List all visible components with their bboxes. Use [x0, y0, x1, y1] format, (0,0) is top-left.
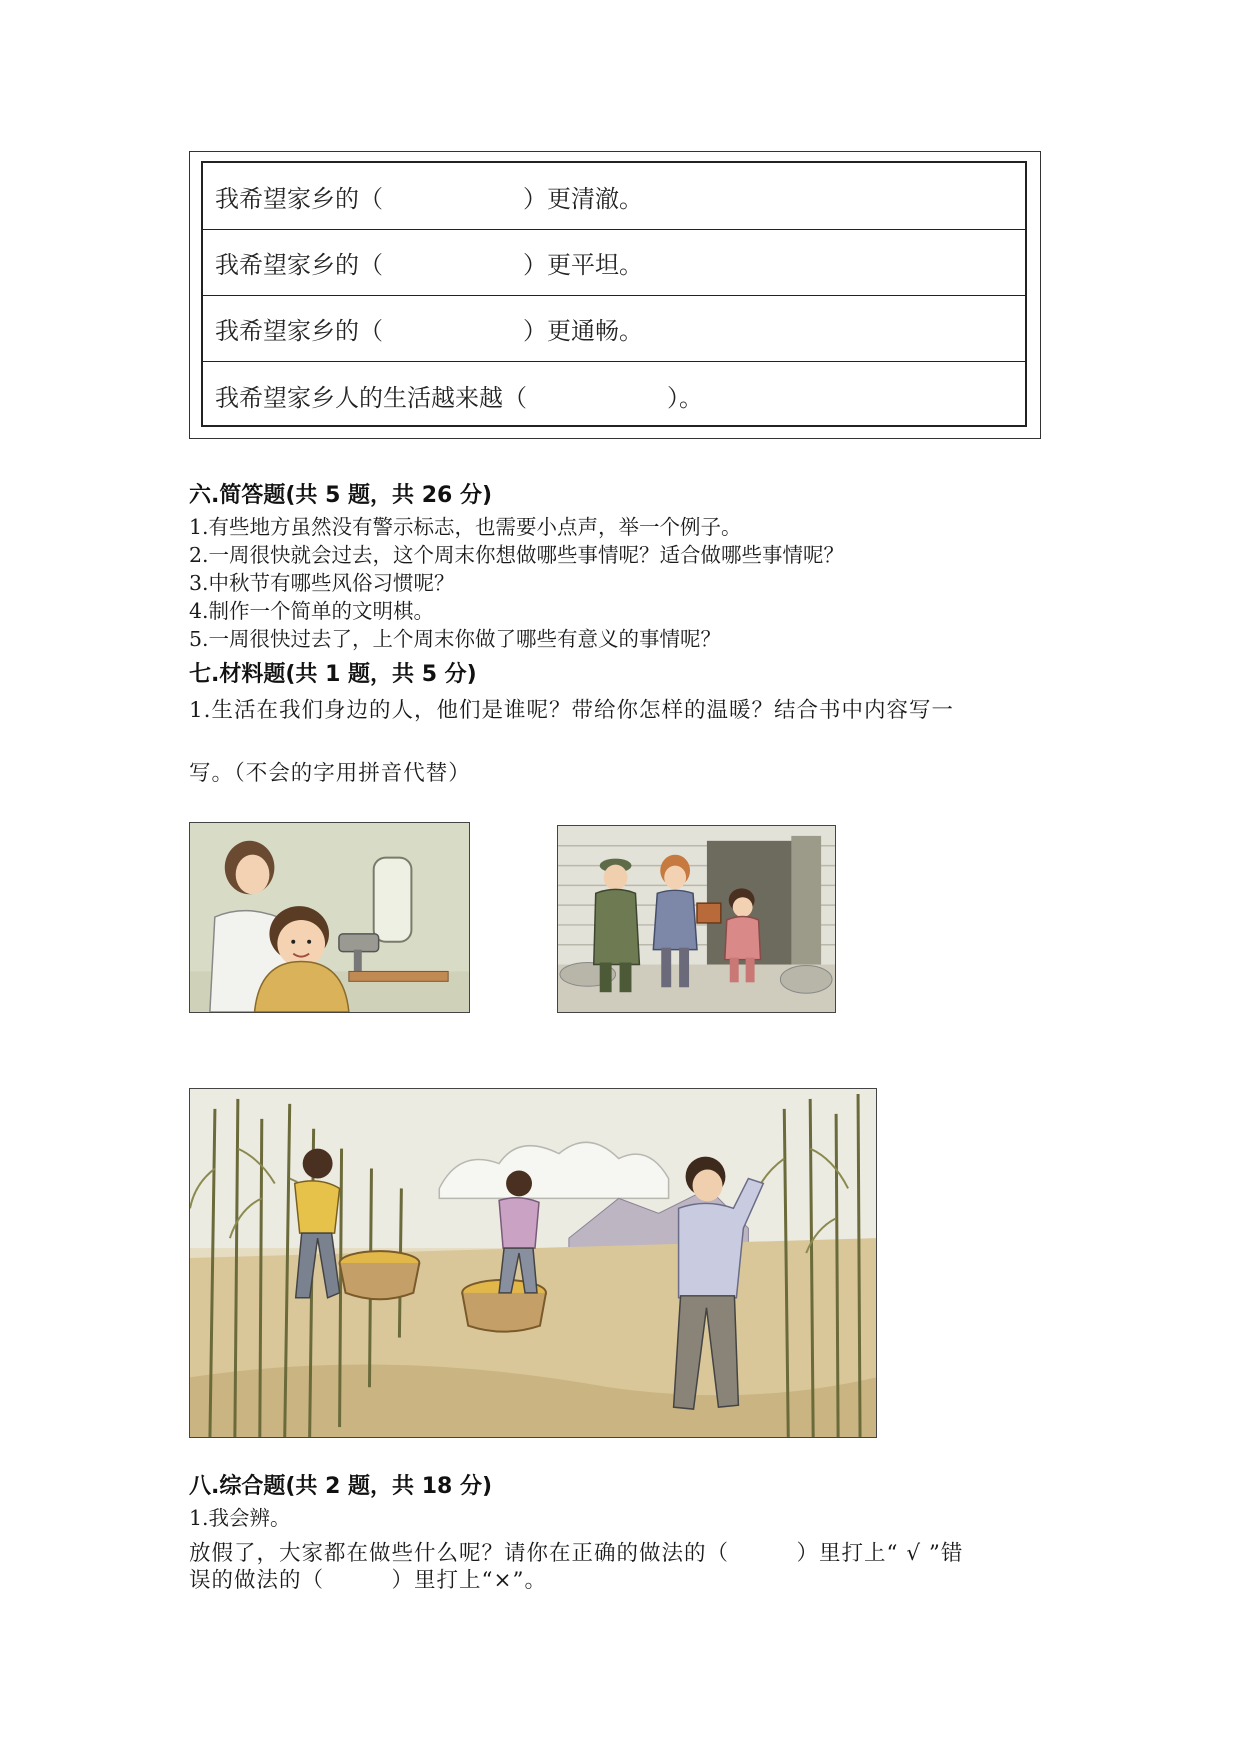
question-item: 5.一周很快过去了，上个周末你做了哪些有意义的事情呢？	[189, 627, 722, 651]
row-text-after: ）。	[667, 383, 703, 412]
row-text-before: 我希望家乡的（	[215, 251, 383, 279]
barber-illustration	[189, 822, 470, 1013]
fill-in-table	[189, 151, 1041, 439]
question-text-continued: 写。（不会的字用拼音代替）	[189, 761, 471, 786]
row-text-before: 我希望家乡的（	[215, 184, 383, 213]
row-text-after: ）更平坦。	[523, 251, 643, 279]
question-item: 1.有些地方虽然没有警示标志，也需要小点声，举一个例子。	[189, 515, 742, 539]
section6-heading: 六.简答题(共 5 题，共 26 分)	[189, 483, 493, 508]
question-item: 4.制作一个简单的文明棋。	[189, 599, 435, 623]
question-item: 1.我会辨。	[189, 1506, 291, 1530]
question-item: 3.中秋节有哪些风俗习惯呢？	[189, 571, 455, 595]
table-row	[203, 163, 1025, 230]
fill-in-table-inner	[201, 161, 1027, 427]
question-instruction: 放假了，大家都在做些什么呢？请你在正确的做法的（ ）里打上“ √ ”错	[189, 1541, 964, 1566]
section7-heading: 七.材料题(共 1 题，共 5 分)	[189, 662, 477, 687]
table-row	[203, 296, 1025, 362]
section8-heading: 八.综合题(共 2 题，共 18 分)	[189, 1474, 493, 1499]
corn-harvest-illustration	[189, 1088, 877, 1438]
row-text-before: 我希望家乡的（	[215, 317, 383, 345]
table-row	[203, 230, 1025, 296]
question-item: 2.一周很快就会过去，这个周末你想做哪些事情呢？适合做哪些事情呢？	[189, 543, 845, 567]
question-text: 1.生活在我们身边的人，他们是谁呢？带给你怎样的温暖？结合书中内容写一	[189, 698, 955, 723]
row-text-after: ）更清澈。	[523, 184, 643, 213]
question-instruction-continued: 误的做法的（ ）里打上“×”。	[189, 1568, 547, 1593]
row-text-before: 我希望家乡人的生活越来越（	[215, 383, 527, 412]
row-text-after: ）更通畅。	[523, 317, 643, 345]
table-row	[203, 362, 1025, 428]
delivery-illustration	[557, 825, 836, 1013]
